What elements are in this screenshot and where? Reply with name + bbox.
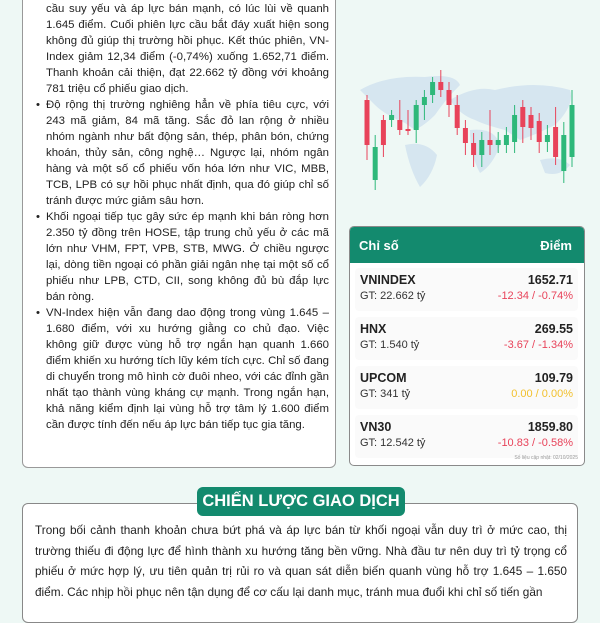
index-change: 0.00 / 0.00% — [511, 388, 573, 400]
index-value: 1859.80 — [527, 420, 573, 434]
candle-body — [561, 135, 566, 171]
index-name: HNX — [360, 322, 387, 336]
analysis-paragraph: • VN-Index hiện vẫn đang dao động trong vùng 1.645 – 1.680 điểm, với xu hướng giằng co chủ đạo. Việc không giữ được vùng hỗ trợ ngắn hạn quanh 1.660 điểm khiến xu hướng tích lũy kém tích cực. Chỉ số đang di chuyển trong mô hình cờ đuôi nheo, với các đỉnh gần nhất tạo thành vùng kháng cự mạnh. Trong ngắn hạn, khả năng kiểm định lại vùng hỗ trợ tâm lý 1.600 điểm cần được tính đến nếu áp lực bán tiếp tục gia tăng. — [36, 305, 329, 433]
analysis-paragraph: • Độ rộng thị trường nghiêng hẳn về phía tiêu cực, với 243 mã giảm, 84 mã tăng. Sắc đỏ lan rộng ở nhiều nhóm ngành như bất động sản, thép, phân bón, chứng khoán, thủy sản, công nghệ… Ngược lại, nhóm ngân hàng và một số cổ phiếu vốn hóa lớn như VIC, MBB, TCB, LPB có sự hồi phục nhất định, qua đó giúp chỉ số tránh được mức giảm sâu hơn. — [36, 97, 329, 209]
trading-value: GT: 22.662 tỷ — [360, 290, 426, 302]
update-footnote: Số liệu cập nhật: 02/10/2025 — [514, 455, 578, 461]
table-row — [355, 268, 578, 311]
world-map-candlestick-illustration — [345, 5, 595, 215]
index-value: 109.79 — [534, 371, 573, 385]
table-row — [355, 317, 578, 360]
candle-body — [488, 140, 493, 145]
index-value: 269.55 — [534, 322, 573, 336]
candle-body — [570, 105, 575, 157]
index-name: VN30 — [360, 420, 392, 434]
candle-body — [463, 128, 468, 143]
index-name: UPCOM — [360, 371, 407, 385]
strategy-title: CHIẾN LƯỢC GIAO DỊCH — [197, 487, 405, 516]
candle-body — [430, 82, 435, 95]
candle-body — [406, 129, 411, 131]
candle-body — [520, 107, 525, 127]
analysis-paragraph: • Khối ngoại tiếp tục gây sức ép mạnh khi bán ròng hơn 2.350 tỷ đồng trên HOSE, tập trung chủ yếu ở các mã lớn như VHM, FPT, VPB, STB, MWG. Ở chiều ngược lại, dòng tiền ngoại có phần giải ngân nhẹ tại một số cổ phiếu như LPB, CTD, CII, song không đủ bù đắp lực bán ròng. — [36, 209, 329, 305]
analysis-paragraph: cầu suy yếu và áp lực bán mạnh, có lúc lùi về quanh 1.645 điểm. Cuối phiên lực cầu bắt đáy xuất hiện song không đủ giúp thị trường hồi phục. Kết thúc phiên, VN-Index giảm 12,34 điểm (-0,74%) xuống 1.652,71 điểm. Thanh khoản cải thiện, đạt 22.662 tỷ đồng với khoảng 781 triệu cổ phiếu giao dịch. — [46, 3, 329, 95]
market-analysis-card — [22, 0, 336, 468]
table-row — [355, 415, 578, 458]
header-points: Điểm — [540, 237, 572, 253]
trading-value: GT: 12.542 tỷ — [360, 437, 426, 449]
index-table — [349, 226, 585, 466]
index-value: 1652.71 — [527, 273, 573, 287]
index-change: -12.34 / -0.74% — [497, 290, 573, 302]
candle-body — [553, 127, 558, 157]
candle-body — [414, 105, 419, 130]
candle-body — [479, 140, 484, 155]
candle-body — [537, 121, 542, 142]
trading-value: GT: 341 tỷ — [360, 388, 411, 400]
candle-body — [373, 147, 378, 180]
candle-body — [512, 115, 517, 142]
index-change: -3.67 / -1.34% — [503, 339, 573, 351]
header-index: Chỉ số — [359, 237, 399, 253]
candle-body — [365, 100, 370, 145]
index-name: VNINDEX — [360, 273, 416, 287]
strategy-text: Trong bối cảnh thanh khoản chưa bứt phá và áp lực bán từ khối ngoại vẫn duy trì ở mức cao, thị trường thiếu đi động lực để hình thành xu hướng tăng bền vững. Nhà đầu tư nên duy trì tỷ trọng cổ phiếu ở mức hợp lý, ưu tiên quản trị rủi ro và quan sát diễn biến quanh vùng hỗ trợ 1.645 – 1.650 điểm. Các nhịp hồi phục nên tận dụng để cơ cấu lại danh mục, tránh mua đuổi khi chỉ số tiến gần — [22, 503, 578, 623]
candle-body — [504, 135, 509, 145]
trading-value: GT: 1.540 tỷ — [360, 339, 420, 351]
candle-body — [389, 115, 394, 120]
table-row — [355, 366, 578, 409]
candle-body — [397, 120, 402, 130]
candle-body — [529, 115, 534, 128]
candle-body — [545, 135, 550, 142]
candle-body — [455, 105, 460, 128]
candle-body — [381, 120, 386, 145]
candle-body — [471, 143, 476, 155]
table-header — [350, 227, 584, 263]
candle-body — [496, 140, 501, 145]
candle-body — [447, 90, 452, 105]
candle-body — [438, 82, 443, 90]
candle-body — [422, 97, 427, 105]
index-change: -10.83 / -0.58% — [497, 437, 573, 449]
